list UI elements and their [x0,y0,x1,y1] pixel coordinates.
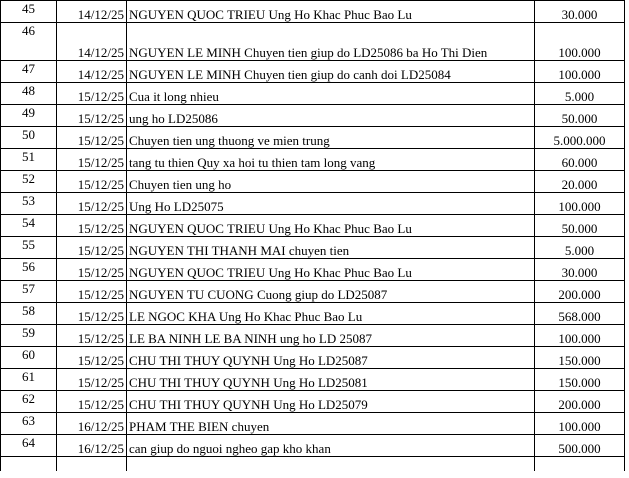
donation-table-body [1,1,625,472]
row-description: NGUYEN LE MINH Chuyen tien giup do LD25086 ba Ho Thi Dien [127,23,535,61]
row-date: 15/12/25 [57,391,127,413]
table-row [1,303,625,325]
row-date: 15/12/25 [57,83,127,105]
row-description: NGUYEN TU CUONG Cuong giup do LD25087 [127,281,535,303]
row-description: NGUYEN QUOC TRIEU Ung Ho Khac Phuc Bao Lu [127,259,535,281]
empty-cell [535,457,625,472]
row-amount: 50.000 [535,105,625,127]
row-amount: 5.000.000 [535,127,625,149]
row-amount: 500.000 [535,435,625,457]
row-amount: 20.000 [535,171,625,193]
table-row [1,171,625,193]
row-date: 15/12/25 [57,347,127,369]
row-number: 53 [1,193,57,215]
row-description: Cua it long nhieu [127,83,535,105]
row-number: 49 [1,105,57,127]
row-number: 57 [1,281,57,303]
table-row [1,127,625,149]
row-description: Chuyen tien ung thuong ve mien trung [127,127,535,149]
row-number: 51 [1,149,57,171]
row-description: NGUYEN QUOC TRIEU Ung Ho Khac Phuc Bao Lu [127,215,535,237]
row-description: tang tu thien Quy xa hoi tu thien tam long vang [127,149,535,171]
row-amount: 5.000 [535,237,625,259]
row-number: 45 [1,1,57,23]
row-description: can giup do nguoi ngheo gap kho khan [127,435,535,457]
row-number: 61 [1,369,57,391]
row-amount: 568.000 [535,303,625,325]
table-row [1,259,625,281]
row-amount: 100.000 [535,61,625,83]
row-number: 59 [1,325,57,347]
row-date: 15/12/25 [57,281,127,303]
table-row [1,23,625,61]
table-row [1,237,625,259]
row-date: 15/12/25 [57,127,127,149]
row-date: 15/12/25 [57,105,127,127]
row-amount: 100.000 [535,23,625,61]
table-row [1,347,625,369]
row-description: NGUYEN THI THANH MAI chuyen tien [127,237,535,259]
table-row [1,193,625,215]
row-number: 52 [1,171,57,193]
row-date: 15/12/25 [57,259,127,281]
row-number: 54 [1,215,57,237]
row-number: 62 [1,391,57,413]
row-amount: 200.000 [535,391,625,413]
row-amount: 150.000 [535,369,625,391]
row-amount: 60.000 [535,149,625,171]
row-number: 46 [1,23,57,61]
row-date: 15/12/25 [57,215,127,237]
table-row [1,369,625,391]
row-description: Chuyen tien ung ho [127,171,535,193]
row-date: 15/12/25 [57,369,127,391]
row-amount: 200.000 [535,281,625,303]
row-amount: 150.000 [535,347,625,369]
table-row [1,325,625,347]
row-number: 56 [1,259,57,281]
row-description: CHU THI THUY QUYNH Ung Ho LD25087 [127,347,535,369]
row-date: 15/12/25 [57,237,127,259]
row-date: 15/12/25 [57,149,127,171]
row-description: ung ho LD25086 [127,105,535,127]
row-date: 16/12/25 [57,435,127,457]
row-description: NGUYEN LE MINH Chuyen tien giup do canh doi LD25084 [127,61,535,83]
table-row [1,1,625,23]
row-date: 14/12/25 [57,61,127,83]
row-description: PHAM THE BIEN chuyen [127,413,535,435]
empty-cell [127,457,535,472]
row-amount: 50.000 [535,215,625,237]
row-description: CHU THI THUY QUYNH Ung Ho LD25079 [127,391,535,413]
row-date: 14/12/25 [57,1,127,23]
row-description: LE NGOC KHA Ung Ho Khac Phuc Bao Lu [127,303,535,325]
row-amount: 30.000 [535,1,625,23]
empty-cell [57,457,127,472]
table-row [1,281,625,303]
row-description: LE BA NINH LE BA NINH ung ho LD 25087 [127,325,535,347]
row-amount: 5.000 [535,83,625,105]
table-row [1,61,625,83]
row-amount: 100.000 [535,193,625,215]
table-row [1,413,625,435]
row-description: Ung Ho LD25075 [127,193,535,215]
row-number: 58 [1,303,57,325]
table-row-partial [1,457,625,472]
table-row [1,435,625,457]
row-number: 55 [1,237,57,259]
row-number: 50 [1,127,57,149]
row-number: 64 [1,435,57,457]
row-number: 48 [1,83,57,105]
row-date: 15/12/25 [57,303,127,325]
table-row [1,149,625,171]
table-row [1,215,625,237]
row-date: 14/12/25 [57,23,127,61]
table-row [1,391,625,413]
row-amount: 100.000 [535,413,625,435]
row-date: 15/12/25 [57,193,127,215]
row-number: 47 [1,61,57,83]
row-description: CHU THI THUY QUYNH Ung Ho LD25081 [127,369,535,391]
row-amount: 100.000 [535,325,625,347]
row-date: 15/12/25 [57,325,127,347]
row-number: 60 [1,347,57,369]
empty-cell [1,457,57,472]
table-row [1,105,625,127]
row-date: 16/12/25 [57,413,127,435]
table-row [1,83,625,105]
row-description: NGUYEN QUOC TRIEU Ung Ho Khac Phuc Bao Lu [127,1,535,23]
row-amount: 30.000 [535,259,625,281]
row-date: 15/12/25 [57,171,127,193]
row-number: 63 [1,413,57,435]
